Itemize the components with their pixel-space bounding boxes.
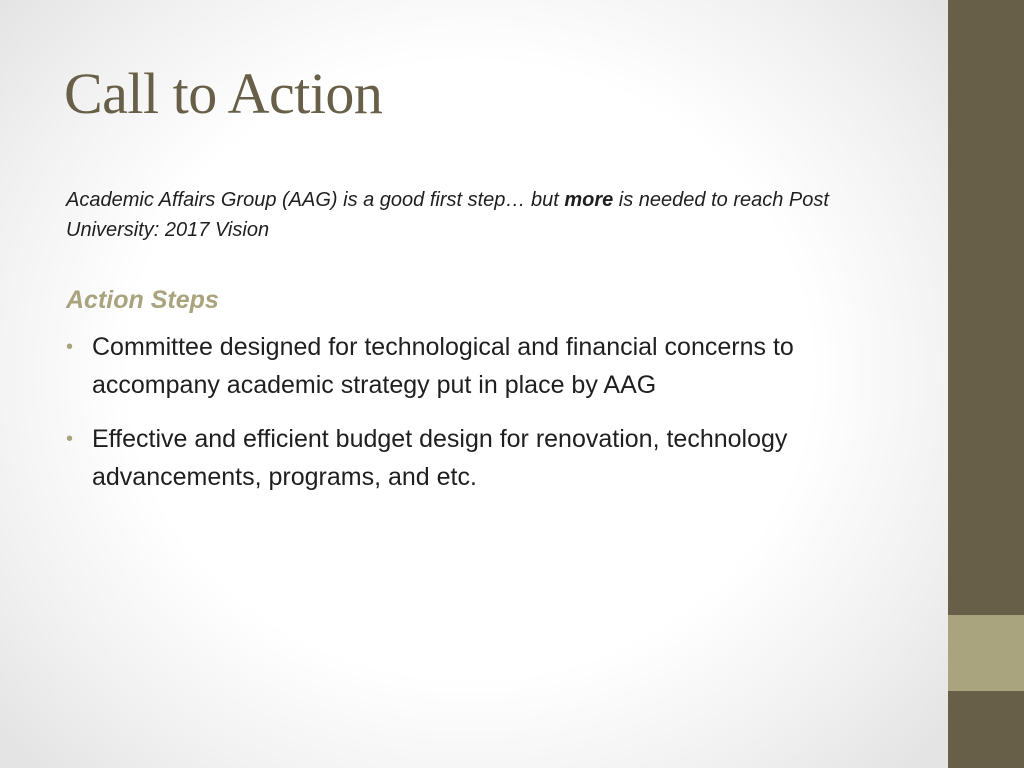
section-heading: Action Steps	[66, 286, 219, 314]
intro-text	[66, 185, 926, 245]
slide-title: Call to Action	[64, 61, 383, 126]
list-item	[66, 420, 916, 496]
intro-text-start: Academic Affairs Group (AAG) is a good first step… but	[66, 189, 565, 211]
bullet-dot-icon: •	[66, 428, 74, 450]
list-item-text: Effective and efficient budget design for renovation, technology advancements, programs, and etc.	[92, 425, 788, 491]
bullet-dot-icon: •	[66, 336, 74, 358]
intro-emphasis: more	[564, 189, 614, 211]
list-item-text: Committee designed for technological and financial concerns to accompany academic strategy put in place by AAG	[92, 333, 794, 399]
list-item	[66, 328, 916, 404]
intro-text-end: is needed to reach Post University: 2017 Vision	[66, 189, 829, 241]
side-accent-block	[948, 615, 1024, 691]
action-steps-list	[66, 328, 916, 512]
